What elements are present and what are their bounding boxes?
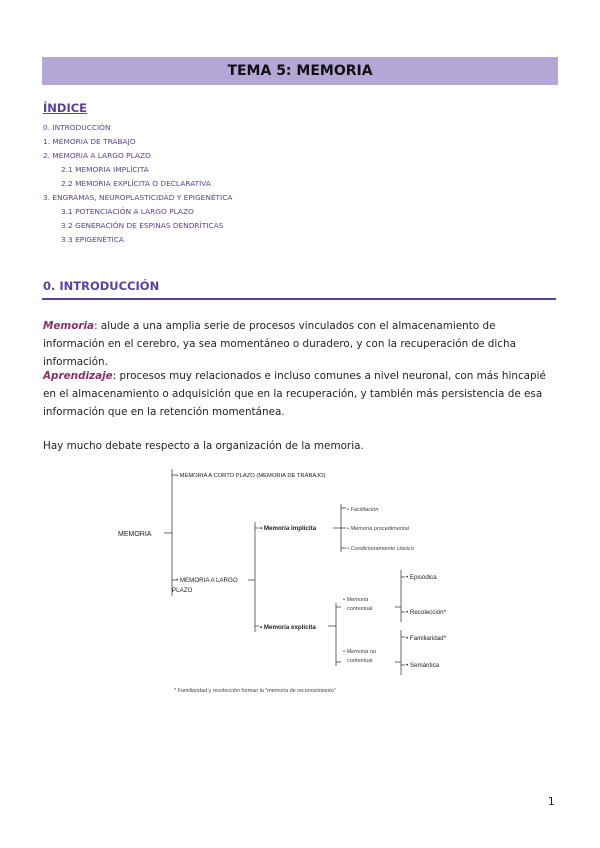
term-aprendizaje: Aprendizaje <box>43 370 113 382</box>
toc-item[interactable]: 0. INTRODUCCIÓN <box>43 123 111 132</box>
page-number: 1 <box>548 796 555 808</box>
toc-item[interactable]: 3.2 GENERACIÓN DE ESPINAS DENDRÍTICAS <box>61 221 224 230</box>
node-long-term: • MEMORIA A LARGO <box>176 577 238 584</box>
paragraph-text: : procesos muy relacionados e incluso comunes a nivel neuronal, con más hincapié en el almacenamiento o adquisición que en la recuperación, y también más persistencia de esa información que en la retención momentánea. <box>43 370 546 418</box>
node-implicit: • Memoria implícita <box>260 525 317 532</box>
node-short-term: • MEMORIA A CORTO PLAZO (MEMORIA DE TRABAJO) <box>176 473 326 479</box>
paragraph-aprendizaje <box>43 367 558 421</box>
node-recoleccion: • Recolección* <box>406 609 446 616</box>
node-procedimental: • Memoria procedimental <box>347 526 409 532</box>
node-familiaridad: • Familiaridad* <box>406 635 446 642</box>
node-no-contextual-line2: contextual <box>347 658 373 664</box>
memory-taxonomy-diagram <box>110 460 446 700</box>
node-facilitacion: • Facilitación <box>347 507 379 513</box>
section-divider <box>42 298 556 300</box>
node-semantica: • Semántica <box>406 662 440 669</box>
paragraph-text: : alude a una amplia serie de procesos vinculados con el almacenamiento de información en el cerebro, ya sea momentáneo o duradero, y con la recuperación de dicha información. <box>43 320 516 368</box>
toc-item[interactable]: 3. ENGRAMAS, NEUROPLASTICIDAD Y EPIGENÉTICA <box>43 193 233 202</box>
toc-item[interactable]: 1. MEMORIA DE TRABAJO <box>43 137 136 146</box>
node-memoria: MEMORIA <box>118 531 152 538</box>
node-contextual: • Memoria <box>343 597 369 603</box>
node-contextual-line2: contextual <box>347 606 373 612</box>
node-condicionamiento: • Condicionamiento clásico <box>347 546 414 552</box>
paragraph-memoria <box>43 317 558 371</box>
node-long-term-line2: PLAZO <box>172 587 193 594</box>
table-of-contents <box>43 122 232 248</box>
toc-item[interactable]: 3.1 POTENCIACIÓN A LARGO PLAZO <box>61 207 194 216</box>
section-heading: 0. INTRODUCCIÓN <box>43 279 160 293</box>
toc-item[interactable]: 2.1 MEMORIA IMPLÍCITA <box>61 165 149 174</box>
node-explicit: • Memoria explícita <box>260 624 316 631</box>
diagram-connectors <box>164 469 405 675</box>
paragraph-debate: Hay mucho debate respecto a la organización de la memoria. <box>43 440 364 452</box>
diagram-footnote: * Familiaridad y recolección forman la "memoria de reconocimiento" <box>174 688 336 694</box>
toc-item[interactable]: 3.3 EPIGENÉTICA <box>61 235 124 244</box>
toc-item[interactable]: 2. MEMORIA A LARGO PLAZO <box>43 151 151 160</box>
term-memoria: Memoria <box>43 320 95 332</box>
toc-item[interactable]: 2.2 MEMORIA EXPLÍCITA O DECLARATIVA <box>61 179 211 188</box>
node-no-contextual: • Memoria no <box>343 649 377 655</box>
node-episodica: • Episódica <box>406 574 437 581</box>
index-heading: ÍNDICE <box>43 101 88 115</box>
title-banner <box>42 57 558 85</box>
page-title: TEMA 5: MEMORIA <box>227 63 373 79</box>
